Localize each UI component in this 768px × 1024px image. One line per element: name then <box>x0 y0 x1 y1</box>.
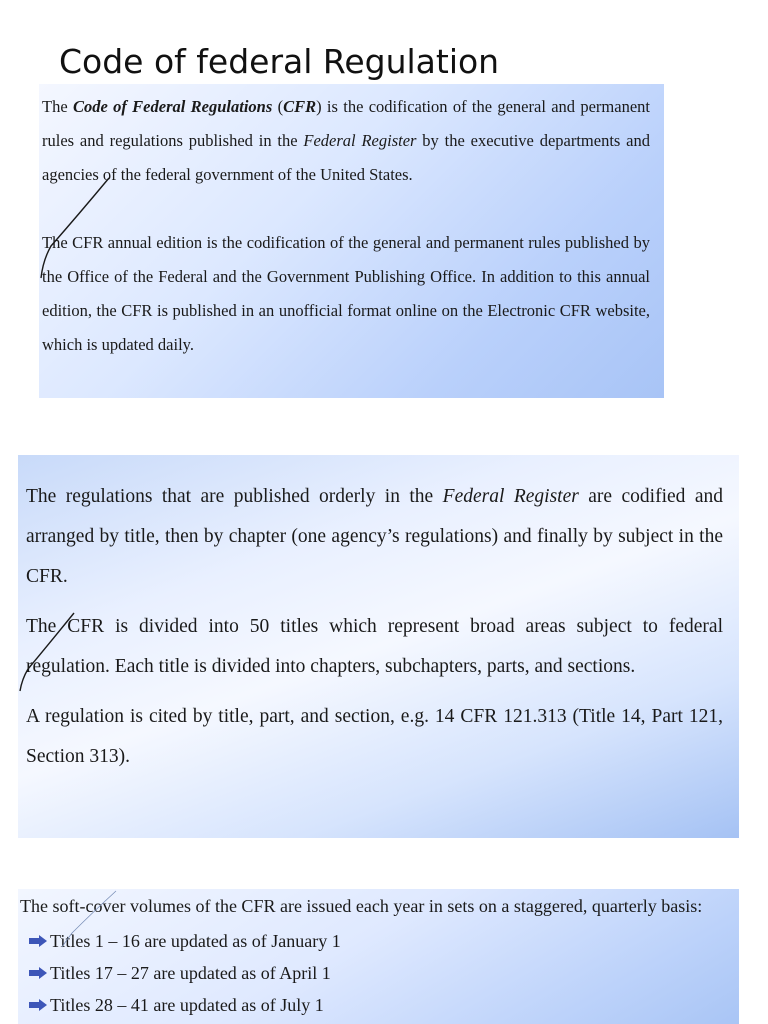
list-item-label: Titles 17 – 27 are updated as of April 1 <box>50 963 331 983</box>
text-segment: ) is the codification of the general and permanent rules and regulations published in the <box>42 97 650 150</box>
cfr-annual-edition-paragraph: The CFR annual edition is the codification of the general and permanent rules published by the Office of the Federal and the Government Publishing Office. In addition to this annual edition, the CFR is published in an unofficial format online on the Electronic CFR website, which is updated daily. <box>42 233 650 354</box>
citation-paragraph: A regulation is cited by title, part, and section, e.g. 14 CFR 121.313 (Title 14, Part 121, Section 313). <box>26 706 723 767</box>
list-item-label: Titles 1 – 16 are updated as of January 1 <box>50 931 341 951</box>
titles-paragraph: The CFR is divided into 50 titles which represent broad areas subject to federal regulation. Each title is divided into chapters, subchapters, parts, and sections. <box>26 616 723 677</box>
list-item-label: Titles 28 – 41 are updated as of July 1 <box>50 995 324 1015</box>
federal-register-term: Federal Register <box>442 486 579 507</box>
federal-register-term: Federal Register <box>303 131 417 150</box>
codification-paragraph <box>26 477 723 597</box>
text-segment: ( <box>272 97 284 116</box>
page-title: Code of federal Regulation <box>59 42 500 81</box>
arrow-bullet-icon <box>28 998 48 1012</box>
list-item <box>20 925 729 957</box>
cfr-definition-panel <box>39 84 664 398</box>
arrow-bullet-icon <box>28 934 48 948</box>
cfr-full-name: Code of Federal Regulations <box>72 97 273 116</box>
cfr-volumes-panel <box>18 889 739 1024</box>
cfr-structure-panel <box>18 455 739 838</box>
cfr-abbreviation: CFR <box>283 97 317 116</box>
cfr-definition-paragraph <box>42 90 650 192</box>
volumes-intro-paragraph: The soft-cover volumes of the CFR are issued each year in sets on a staggered, quarterly basis: <box>20 896 703 916</box>
list-item <box>20 957 729 989</box>
text-segment: are codified and arranged by title, then by chapter (one agency’s regulations) and finally by subject in the CFR. <box>26 486 723 587</box>
text-segment: by the executive departments and agencies of the federal government of the United States. <box>42 131 650 184</box>
text-segment: The regulations that are published orderly in the <box>26 486 443 507</box>
arrow-bullet-icon <box>28 966 48 980</box>
text-segment: The <box>42 97 73 116</box>
list-item <box>20 989 729 1021</box>
